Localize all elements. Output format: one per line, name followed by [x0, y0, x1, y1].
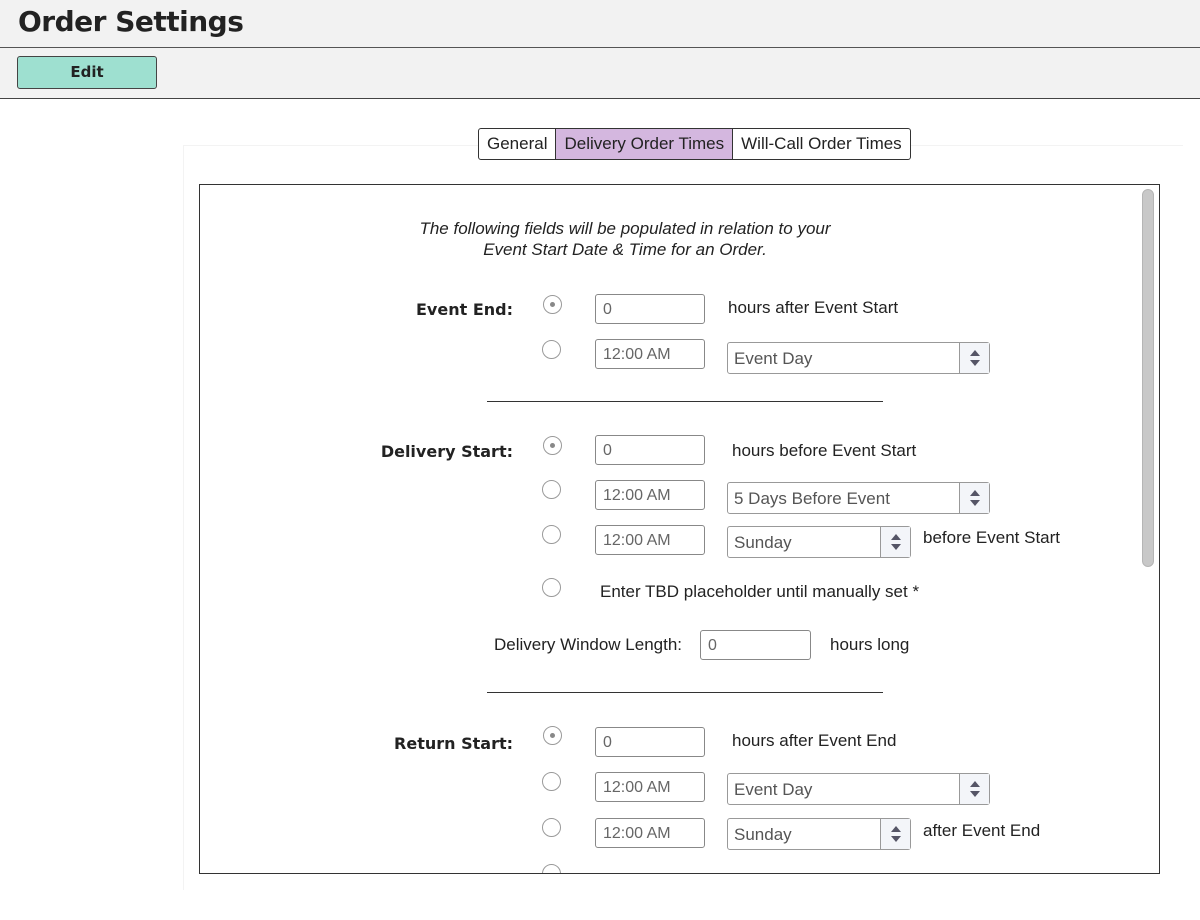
delivery-start-hours-input[interactable]: 0 — [595, 435, 705, 465]
delivery-start-days-time-input[interactable]: 12:00 AM — [595, 480, 705, 510]
delivery-window-label: Delivery Window Length: — [494, 635, 683, 654]
tab-bar — [478, 128, 911, 160]
tab-will-call-order-times[interactable]: Will-Call Order Times — [741, 134, 902, 153]
delivery-window-suffix: hours long — [830, 635, 910, 654]
delivery-start-weekday-time-input[interactable]: 12:00 AM — [595, 525, 705, 555]
return-start-day-select[interactable] — [727, 773, 990, 805]
delivery-start-weekday-suffix: before Event Start — [923, 528, 1061, 547]
tab-general[interactable]: General — [479, 129, 556, 159]
return-start-hours-suffix: hours after Event End — [732, 731, 897, 750]
page-header — [0, 0, 1200, 48]
toolbar — [0, 48, 1200, 99]
event-end-label: Event End: — [416, 300, 513, 319]
return-start-weekday-suffix: after Event End — [923, 821, 1041, 840]
event-end-hours-suffix: hours after Event Start — [728, 298, 899, 317]
return-start-hours-input[interactable]: 0 — [595, 727, 705, 757]
up-down-chevron-icon — [880, 819, 910, 849]
event-end-hours-radio[interactable] — [543, 295, 562, 314]
delivery-start-hours-suffix: hours before Event Start — [732, 441, 917, 460]
return-start-label: Return Start: — [394, 734, 513, 753]
return-start-day-time-input[interactable]: 12:00 AM — [595, 772, 705, 802]
event-end-time-radio[interactable] — [542, 340, 561, 359]
up-down-chevron-icon — [959, 483, 989, 513]
delivery-start-weekday-radio[interactable] — [542, 525, 561, 544]
delivery-window-input[interactable]: 0 — [700, 630, 811, 660]
delivery-start-tbd-text: Enter TBD placeholder until manually set * — [600, 582, 920, 601]
event-end-day-select[interactable] — [727, 342, 990, 374]
section-divider — [487, 692, 883, 693]
delivery-start-days-radio[interactable] — [542, 480, 561, 499]
delivery-start-label: Delivery Start: — [380, 442, 513, 461]
delivery-start-days-select[interactable] — [727, 482, 990, 514]
delivery-times-card — [199, 184, 1160, 874]
section-divider — [487, 401, 883, 402]
return-start-weekday-radio[interactable] — [542, 818, 561, 837]
delivery-start-hours-radio[interactable] — [543, 436, 562, 455]
return-start-day-select-value: Event Day — [734, 780, 813, 799]
up-down-chevron-icon — [880, 527, 910, 557]
scrollbar[interactable] — [1142, 189, 1154, 567]
event-end-day-select-value: Event Day — [734, 349, 813, 368]
return-start-day-radio[interactable] — [542, 772, 561, 791]
return-start-weekday-time-input[interactable]: 12:00 AM — [595, 818, 705, 848]
up-down-chevron-icon — [959, 774, 989, 804]
up-down-chevron-icon — [959, 343, 989, 373]
return-start-weekday-select[interactable] — [727, 818, 911, 850]
intro-text: The following fields will be populated in relation to your Event Start Date & Time for an Order. — [419, 219, 831, 259]
return-start-tbd-radio[interactable] — [542, 864, 561, 874]
page-title: Order Settings — [18, 5, 244, 38]
delivery-start-weekday-select-value: Sunday — [734, 533, 792, 552]
event-end-time-input[interactable]: 12:00 AM — [595, 339, 705, 369]
delivery-start-tbd-radio[interactable] — [542, 578, 561, 597]
delivery-start-weekday-select[interactable] — [727, 526, 911, 558]
return-start-weekday-select-value: Sunday — [734, 825, 792, 844]
tab-delivery-order-times[interactable]: Delivery Order Times — [556, 129, 733, 159]
edit-button[interactable]: Edit — [17, 56, 157, 89]
delivery-start-days-select-value: 5 Days Before Event — [734, 489, 890, 508]
return-start-hours-radio[interactable] — [543, 726, 562, 745]
event-end-hours-input[interactable]: 0 — [595, 294, 705, 324]
